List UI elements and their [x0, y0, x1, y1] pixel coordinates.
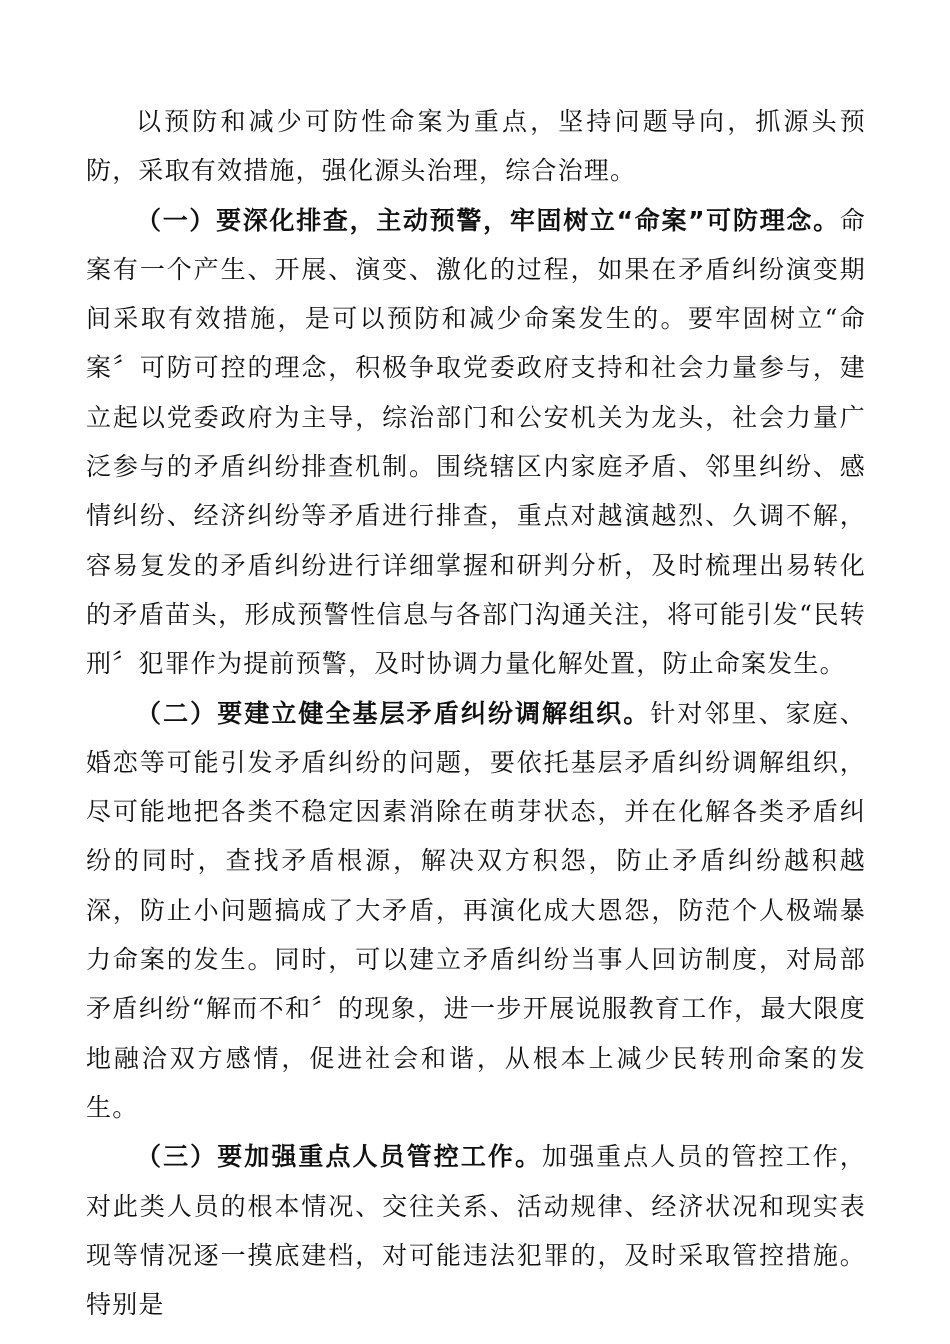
- paragraph-section-3: [86, 1132, 866, 1329]
- paragraph-section-2: [86, 689, 866, 1133]
- paragraph-heading: （二）要建立健全基层矛盾纠纷调解组织。: [136, 698, 651, 728]
- paragraph-text: 以预防和减少可防性命案为重点，坚持问题导向，抓源头预防，采取有效措施，强化源头治理，综合治理。: [86, 107, 866, 186]
- paragraph-text: 加强重点人员的管控工作，对此类人员的根本情况、交往关系、活动规律、经济状况和现实表现等情况逐一摸底建档，对可能违法犯罪的，及时采取管控措施。特别是: [86, 1142, 866, 1320]
- paragraph-text: 命案有一个产生、开展、演变、激化的过程，如果在矛盾纠纷演变期间采取有效措施，是可以预防和减少命案发生的。要牢固树立“命案〞可防可控的理念，积极争取党委政府支持和社会力量参与，建立起以党委政府为主导，综治部门和公安机关为龙头，社会力量广泛参与的矛盾纠纷排查机制。围绕辖区内家庭矛盾、邻里纠纷、感情纠纷、经济纠纷等矛盾进行排查，重点对越演越烈、久调不解，容易复发的矛盾纠纷进行详细掌握和研判分析，及时梳理出易转化的矛盾苗头，形成预警性信息与各部门沟通关注，将可能引发“民转刑〞犯罪作为提前预警，及时协调力量化解处置，防止命案发生。: [86, 205, 866, 679]
- paragraph-section-1: [86, 196, 866, 689]
- document-body: [86, 97, 866, 1329]
- paragraph-intro: [86, 97, 866, 196]
- paragraph-text: 针对邻里、家庭、婚恋等可能引发矛盾纠纷的问题，要依托基层矛盾纠纷调解组织，尽可能地把各类不稳定因素消除在萌芽状态，并在化解各类矛盾纠纷的同时，查找矛盾根源，解决双方积怨，防止矛盾纠纷越积越深，防止小问题搞成了大矛盾，再演化成大恩怨，防范个人极端暴力命案的发生。同时，可以建立矛盾纠纷当事人回访制度，对局部矛盾纠纷“解而不和〞的现象，进一步开展说服教育工作，最大限度地融洽双方感情，促进社会和谐，从根本上减少民转刑命案的发生。: [86, 698, 866, 1122]
- paragraph-heading: （一）要深化排查，主动预警，牢固树立“命案”可防理念。: [136, 205, 840, 235]
- paragraph-heading: （三）要加强重点人员管控工作。: [136, 1142, 543, 1172]
